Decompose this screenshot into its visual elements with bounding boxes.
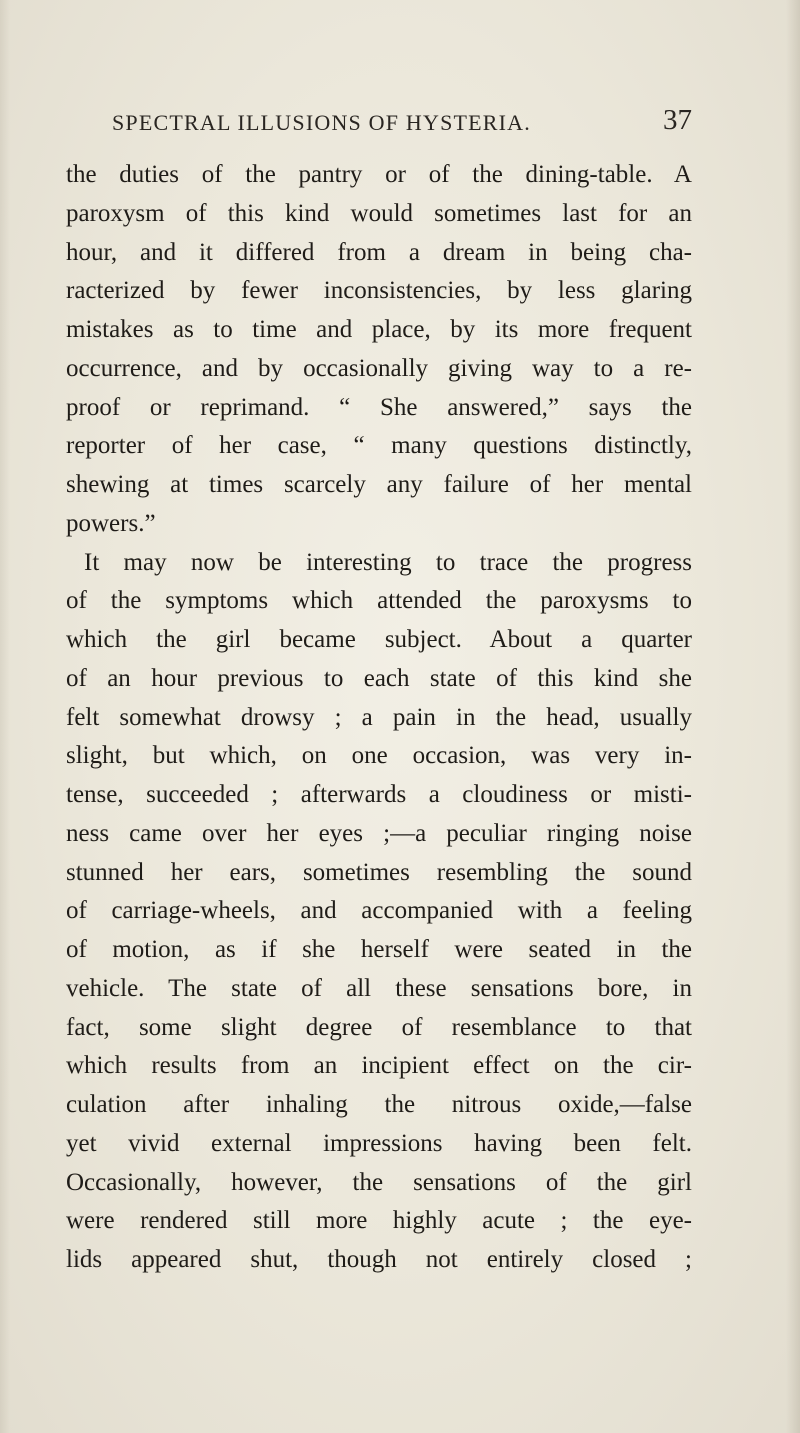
text-line: hour, and it differed from a dream in being cha- <box>66 238 692 266</box>
text-line: which the girl became subject. About a quarter <box>66 626 692 653</box>
text-line: felt somewhat drowsy ; a pain in the head, usually <box>66 703 692 731</box>
text-line: It may now be interesting to trace the progress <box>84 548 692 576</box>
text-line: shewing at times scarcely any failure of her mental <box>66 471 692 498</box>
text-line: of carriage-wheels, and accompanied with a feeling <box>66 897 692 925</box>
text-line: Occasionally, however, the sensations of the girl <box>66 1168 692 1196</box>
text-line: of motion, as if she herself were seated in the <box>66 936 692 963</box>
text-line: mistakes as to time and place, by its more frequent <box>66 316 692 343</box>
text-line: lids appeared shut, though not entirely closed ; <box>66 1246 692 1273</box>
text-line: racterized by fewer inconsistencies, by less glaring <box>66 277 692 305</box>
text-line: yet vivid external impressions having been felt. <box>66 1129 692 1157</box>
text-line: stunned her ears, sometimes resembling the sound <box>66 858 692 886</box>
running-head: SPECTRAL ILLUSIONS OF HYSTERIA. <box>112 110 531 135</box>
text-line: of the symptoms which attended the paroxysms to <box>66 587 692 615</box>
text-line: of an hour previous to each state of this kind she <box>66 664 692 692</box>
page-header <box>112 104 692 144</box>
text-line: slight, but which, on one occasion, was very in- <box>66 742 692 770</box>
body-text <box>66 156 692 1280</box>
text-line: vehicle. The state of all these sensations bore, in <box>66 974 692 1002</box>
text-line: fact, some slight degree of resemblance to that <box>66 1013 692 1041</box>
text-line: which results from an incipient effect on the cir- <box>66 1052 692 1080</box>
page-left-shadow <box>0 0 10 1433</box>
text-line: powers.” <box>66 509 156 537</box>
text-line: occurrence, and by occasionally giving way to a re- <box>66 354 692 382</box>
text-line: the duties of the pantry or of the dining-table. A <box>66 161 692 188</box>
text-line: paroxysm of this kind would sometimes last for an <box>66 199 692 227</box>
page-right-shadow <box>786 0 800 1433</box>
text-line: culation after inhaling the nitrous oxide,—false <box>66 1091 692 1118</box>
text-line: tense, succeeded ; afterwards a cloudiness or misti- <box>66 781 692 808</box>
text-line: proof or reprimand. “ She answered,” says the <box>66 393 692 421</box>
text-line: reporter of her case, “ many questions distinctly, <box>66 432 692 460</box>
text-line: ness came over her eyes ;—a peculiar ringing noise <box>66 819 692 847</box>
text-line: were rendered still more highly acute ; the eye- <box>66 1207 692 1235</box>
page-number: 37 <box>663 104 692 136</box>
